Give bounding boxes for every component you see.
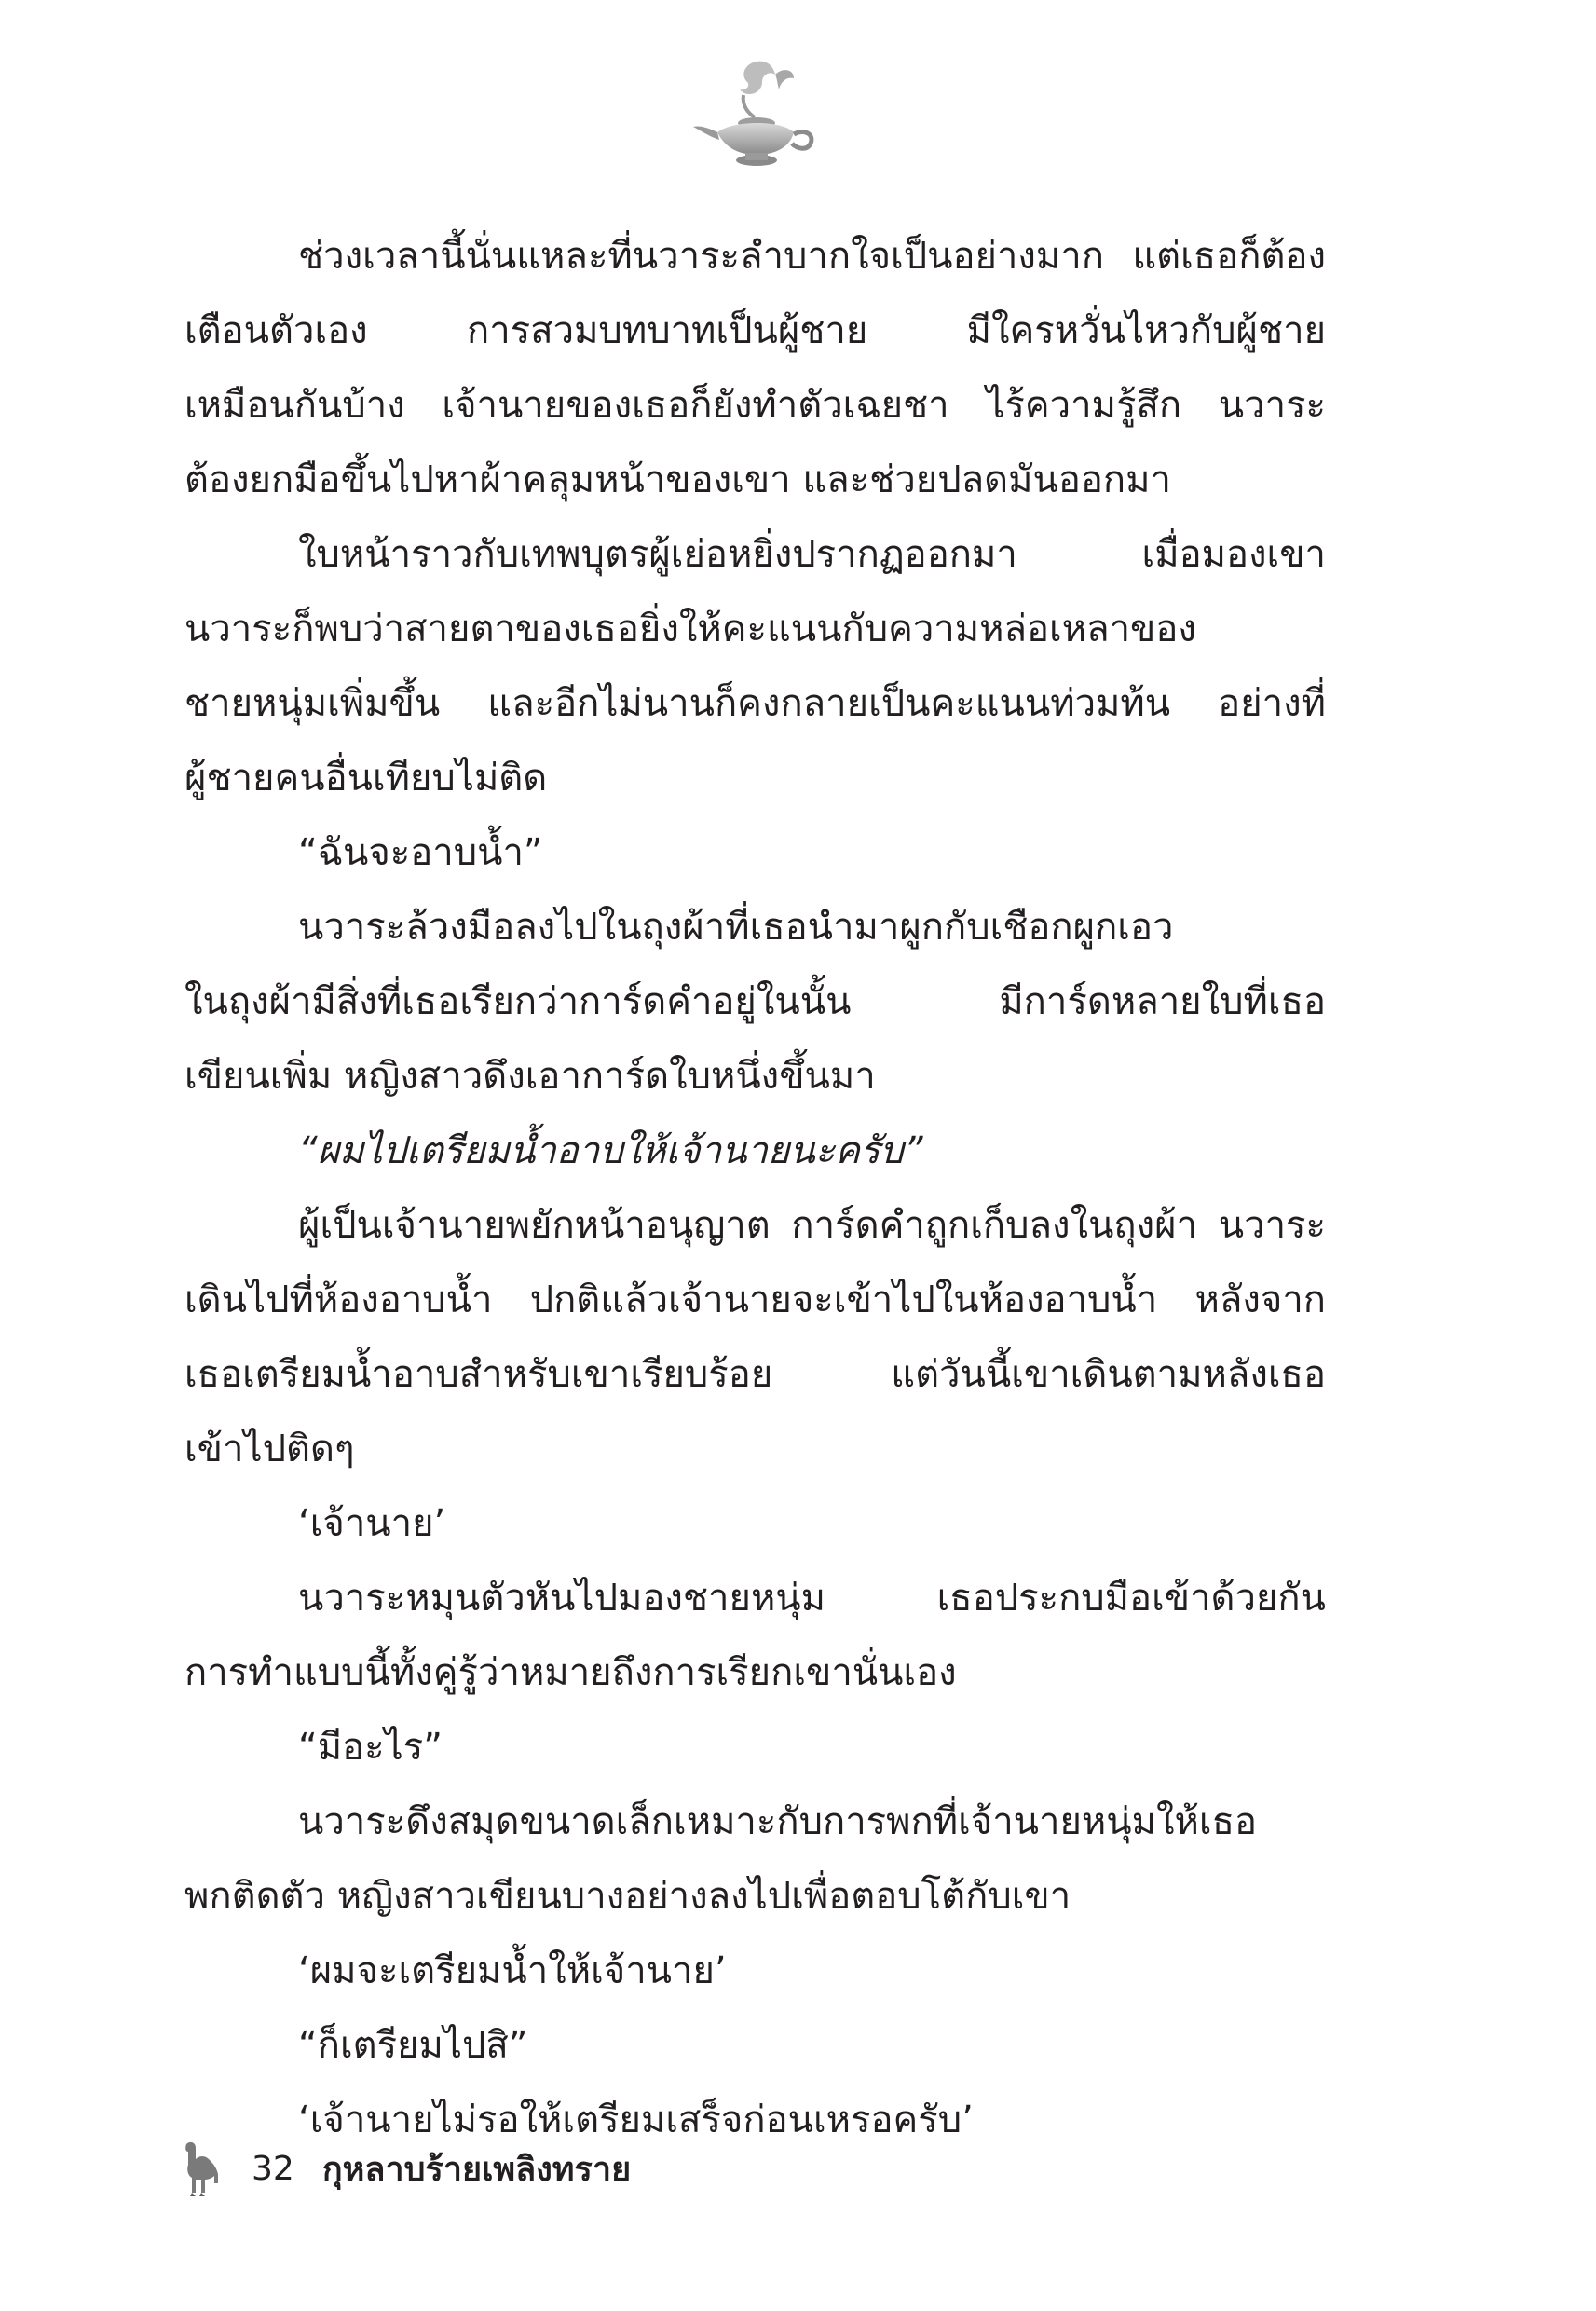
paragraph: [184, 1188, 1326, 1486]
dialogue: [184, 1934, 1326, 2008]
dialogue: [184, 1486, 1326, 1561]
card-quote: [184, 1114, 1326, 1188]
text-line: พกติดตัว หญิงสาวเขียนบางอย่างลงไปเพื่อตอบโต้กับเขา: [184, 1875, 1071, 1918]
text-line: “ฉันจะอาบน้ำ”: [298, 831, 543, 874]
text-line: เข้าไปติดๆ: [184, 1428, 355, 1470]
text-line: ช่วงเวลานี้นั่นแหละที่นวาระลำบากใจเป็นอย่างมาก แต่เธอก็ต้อง: [298, 235, 1326, 278]
text-line: “มีอะไร”: [298, 1726, 443, 1769]
text-line: เดินไปที่ห้องอาบน้ำ ปกติแล้วเจ้านายจะเข้าไปในห้องอาบน้ำ หลังจาก: [184, 1279, 1326, 1321]
book-title: กุหลาบร้ายเพลิงทราย: [321, 2150, 632, 2189]
page-number: 32: [252, 2149, 294, 2188]
text-line: นวาระดึงสมุดขนาดเล็กเหมาะกับการพกที่เจ้านายหนุ่มให้เธอ: [298, 1800, 1258, 1843]
paragraph: [184, 890, 1326, 1114]
paragraph: [184, 219, 1326, 517]
text-line: ชายหนุ่มเพิ่มขึ้น และอีกไม่นานก็คงกลายเป็นคะแนนท่วมท้น อย่างที่: [184, 682, 1326, 725]
text-line: นวาระหมุนตัวหันไปมองชายหนุ่ม เธอประกบมือเข้าด้วยกัน: [298, 1577, 1326, 1620]
text-line: ต้องยกมือขึ้นไปหาผ้าคลุมหน้าของเขา และช่วยปลดมันออกมา: [184, 458, 1171, 501]
text-line: เธอเตรียมน้ำอาบสำหรับเขาเรียบร้อย แต่วันนี้เขาเดินตามหลังเธอ: [184, 1353, 1326, 1396]
text-line: เขียนเพิ่ม หญิงสาวดึงเอาการ์ดใบหนึ่งขึ้นมา: [184, 1055, 876, 1098]
dialogue: [184, 2008, 1326, 2083]
page-footer: [177, 2139, 631, 2198]
text-line: ‘ผมจะเตรียมน้ำให้เจ้านาย’: [298, 1949, 727, 1992]
text-line: “ก็เตรียมไปสิ”: [298, 2024, 528, 2067]
text-line: ‘เจ้านาย’: [298, 1502, 446, 1545]
paragraph: [184, 517, 1326, 815]
text-line: นวาระล้วงมือลงไปในถุงผ้าที่เธอนำมาผูกกับเชือกผูกเอว: [298, 906, 1174, 949]
dialogue: [184, 815, 1326, 890]
paragraph: [184, 1561, 1326, 1710]
text-line: เหมือนกันบ้าง เจ้านายของเธอก็ยังทำตัวเฉยชา ไร้ความรู้สึก นวาระ: [184, 384, 1326, 427]
text-line: ผู้เป็นเจ้านายพยักหน้าอนุญาต การ์ดคำถูกเก็บลงในถุงผ้า นวาระ: [298, 1204, 1326, 1247]
text-line: เตือนตัวเอง การสวมบทบาทเป็นผู้ชาย มีใครหวั่นไหวกับผู้ชาย: [184, 309, 1326, 352]
body-text: [184, 219, 1326, 2157]
text-line: ในถุงผ้ามีสิ่งที่เธอเรียกว่าการ์ดคำอยู่ในนั้น มีการ์ดหลายใบที่เธอ: [184, 980, 1326, 1023]
text-line: นวาระก็พบว่าสายตาของเธอยิ่งให้คะแนนกับความหล่อเหลาของ: [184, 608, 1196, 650]
text-line: “ผมไปเตรียมน้ำอาบให้เจ้านายนะครับ”: [298, 1129, 923, 1172]
camel-icon: [177, 2139, 224, 2198]
dialogue: [184, 1710, 1326, 1785]
text-line: ผู้ชายคนอื่นเทียบไม่ติด: [184, 757, 548, 800]
genie-lamp-icon: [689, 54, 820, 175]
text-line: ‘เจ้านายไม่รอให้เตรียมเสร็จก่อนเหรอครับ’: [298, 2099, 974, 2141]
text-line: ใบหน้าราวกับเทพบุตรผู้เย่อหยิ่งปรากฏออกมา เมื่อมองเขา: [298, 533, 1326, 576]
text-line: การทำแบบนี้ทั้งคู่รู้ว่าหมายถึงการเรียกเขานั่นเอง: [184, 1651, 957, 1694]
paragraph: [184, 1785, 1326, 1934]
